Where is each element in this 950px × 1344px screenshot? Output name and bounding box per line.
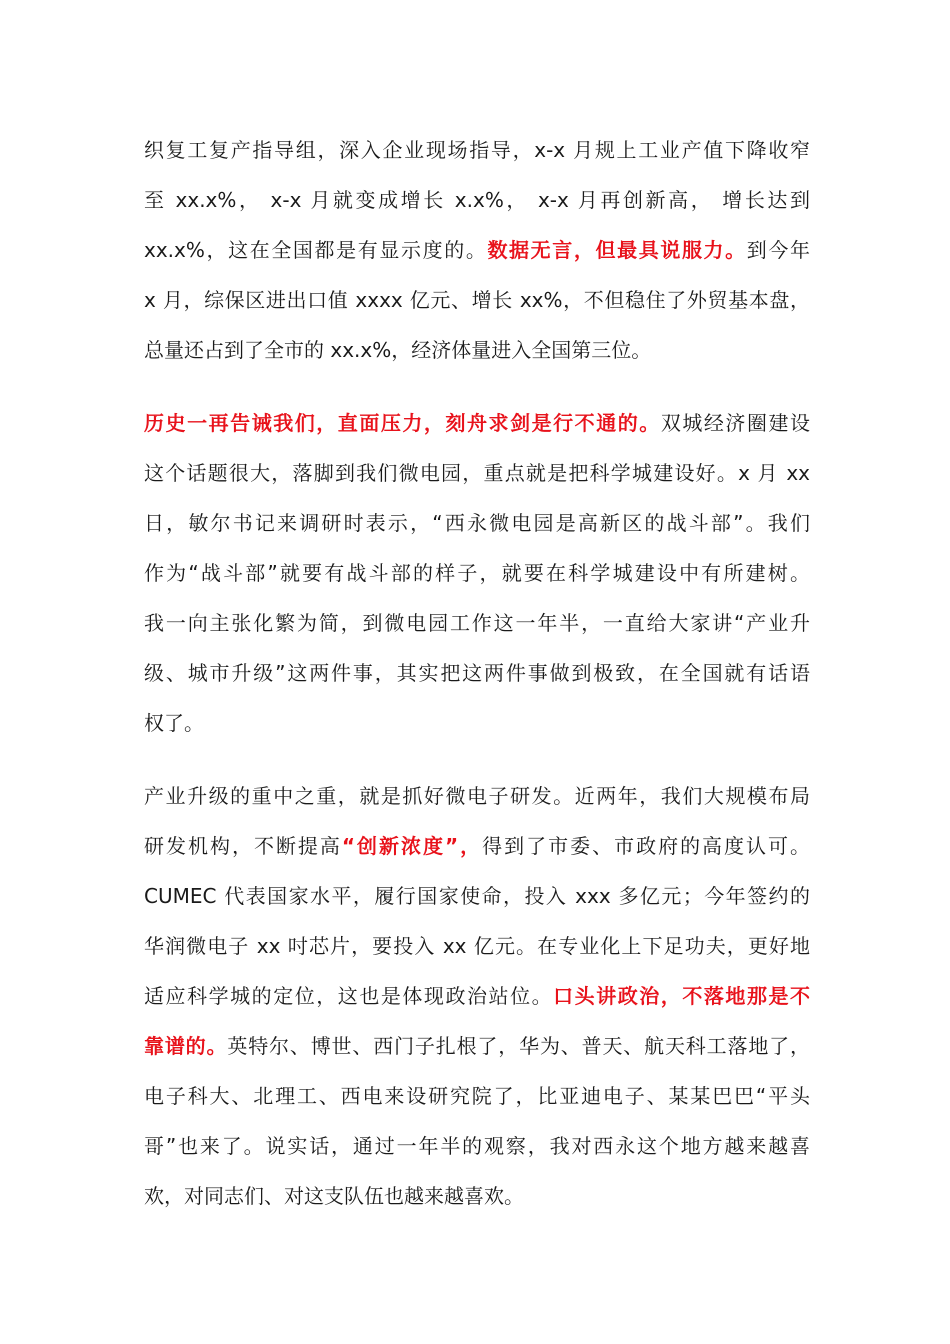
text-line	[144, 829, 810, 863]
text-line	[144, 779, 810, 813]
body-text: 产业升级的重中之重，就是抓好微电子研发。近两年，我们大规模布局	[144, 784, 810, 808]
body-text: 适应科学城的定位，这也是体现政治站位。	[144, 984, 554, 1008]
body-text: 双城经济圈建设	[660, 411, 811, 435]
emphasis-text: 靠谱的。	[144, 1034, 228, 1058]
body-text: 哥”也来了。说实话，通过一年半的观察，我对西永这个地方越来越喜	[144, 1134, 810, 1158]
emphasis-text: 口头讲政治，不落地那是不	[553, 984, 811, 1008]
emphasis-text: 数据无言，但最具说服力。	[487, 238, 747, 262]
text-line	[144, 1079, 810, 1113]
body-text: 电子科大、北理工、西电来设研究院了，比亚迪电子、某某巴巴“平头	[144, 1084, 810, 1108]
text-line	[144, 183, 810, 217]
emphasis-text: 历史一再告诫我们，直面压力，刻舟求剑是行不通的。	[144, 411, 661, 435]
text-line	[144, 406, 810, 440]
body-text: 得到了市委、市政府的高度认可。	[482, 834, 811, 858]
text-line	[144, 656, 810, 690]
text-line	[144, 879, 810, 913]
text-line	[144, 333, 810, 367]
text-line	[144, 979, 810, 1013]
text-line	[144, 1029, 810, 1063]
body-text: 英特尔、博世、西门子扎根了，华为、普天、航天科工落地了，	[227, 1034, 811, 1058]
body-text: 总量还占到了全市的 xx.x%，经济体量进入全国第三位。	[144, 338, 652, 362]
body-text: 至 xx.x%， x-x 月就变成增长 x.x%， x-x 月再创新高， 增长达到	[144, 188, 810, 212]
body-text: 织复工复产指导组，深入企业现场指导，x-x 月规上工业产值下降收窄	[144, 138, 810, 162]
body-text: CUMEC 代表国家水平，履行国家使命，投入 xxx 多亿元；今年签约的	[144, 884, 810, 908]
body-text: 级、城市升级”这两件事，其实把这两件事做到极致，在全国就有话语	[144, 661, 810, 685]
text-line	[144, 1179, 810, 1213]
body-text: 华润微电子 xx 吋芯片，要投入 xx 亿元。在专业化上下足功夫，更好地	[144, 934, 810, 958]
body-text: x 月，综保区进出口值 xxxx 亿元、增长 xx%，不但稳住了外贸基本盘，	[144, 288, 810, 312]
text-line	[144, 133, 810, 167]
text-line	[144, 706, 810, 740]
text-line	[144, 233, 810, 267]
text-line	[144, 606, 810, 640]
text-line	[144, 556, 810, 590]
text-line	[144, 929, 810, 963]
body-text: 欢，对同志们、对这支队伍也越来越喜欢。	[144, 1184, 524, 1208]
text-line	[144, 1129, 810, 1163]
body-text: 我一向主张化繁为简，到微电园工作这一年半，一直给大家讲“产业升	[144, 611, 810, 635]
body-text: 研发机构，不断提高	[144, 834, 342, 858]
body-text: 到今年	[746, 238, 811, 262]
text-line	[144, 283, 810, 317]
body-text: 这个话题很大，落脚到我们微电园，重点就是把科学城建设好。x 月 xx	[144, 461, 810, 485]
body-text: 日，敏尔书记来调研时表示，“西永微电园是高新区的战斗部”。我们	[144, 511, 810, 535]
body-text: xx.x%，这在全国都是有显示度的。	[144, 238, 488, 262]
body-text: 权了。	[144, 711, 204, 735]
text-line	[144, 456, 810, 490]
emphasis-text: “创新浓度”，	[341, 834, 483, 858]
text-line	[144, 506, 810, 540]
body-text: 作为“战斗部”就要有战斗部的样子，就要在科学城建设中有所建树。	[144, 561, 810, 585]
